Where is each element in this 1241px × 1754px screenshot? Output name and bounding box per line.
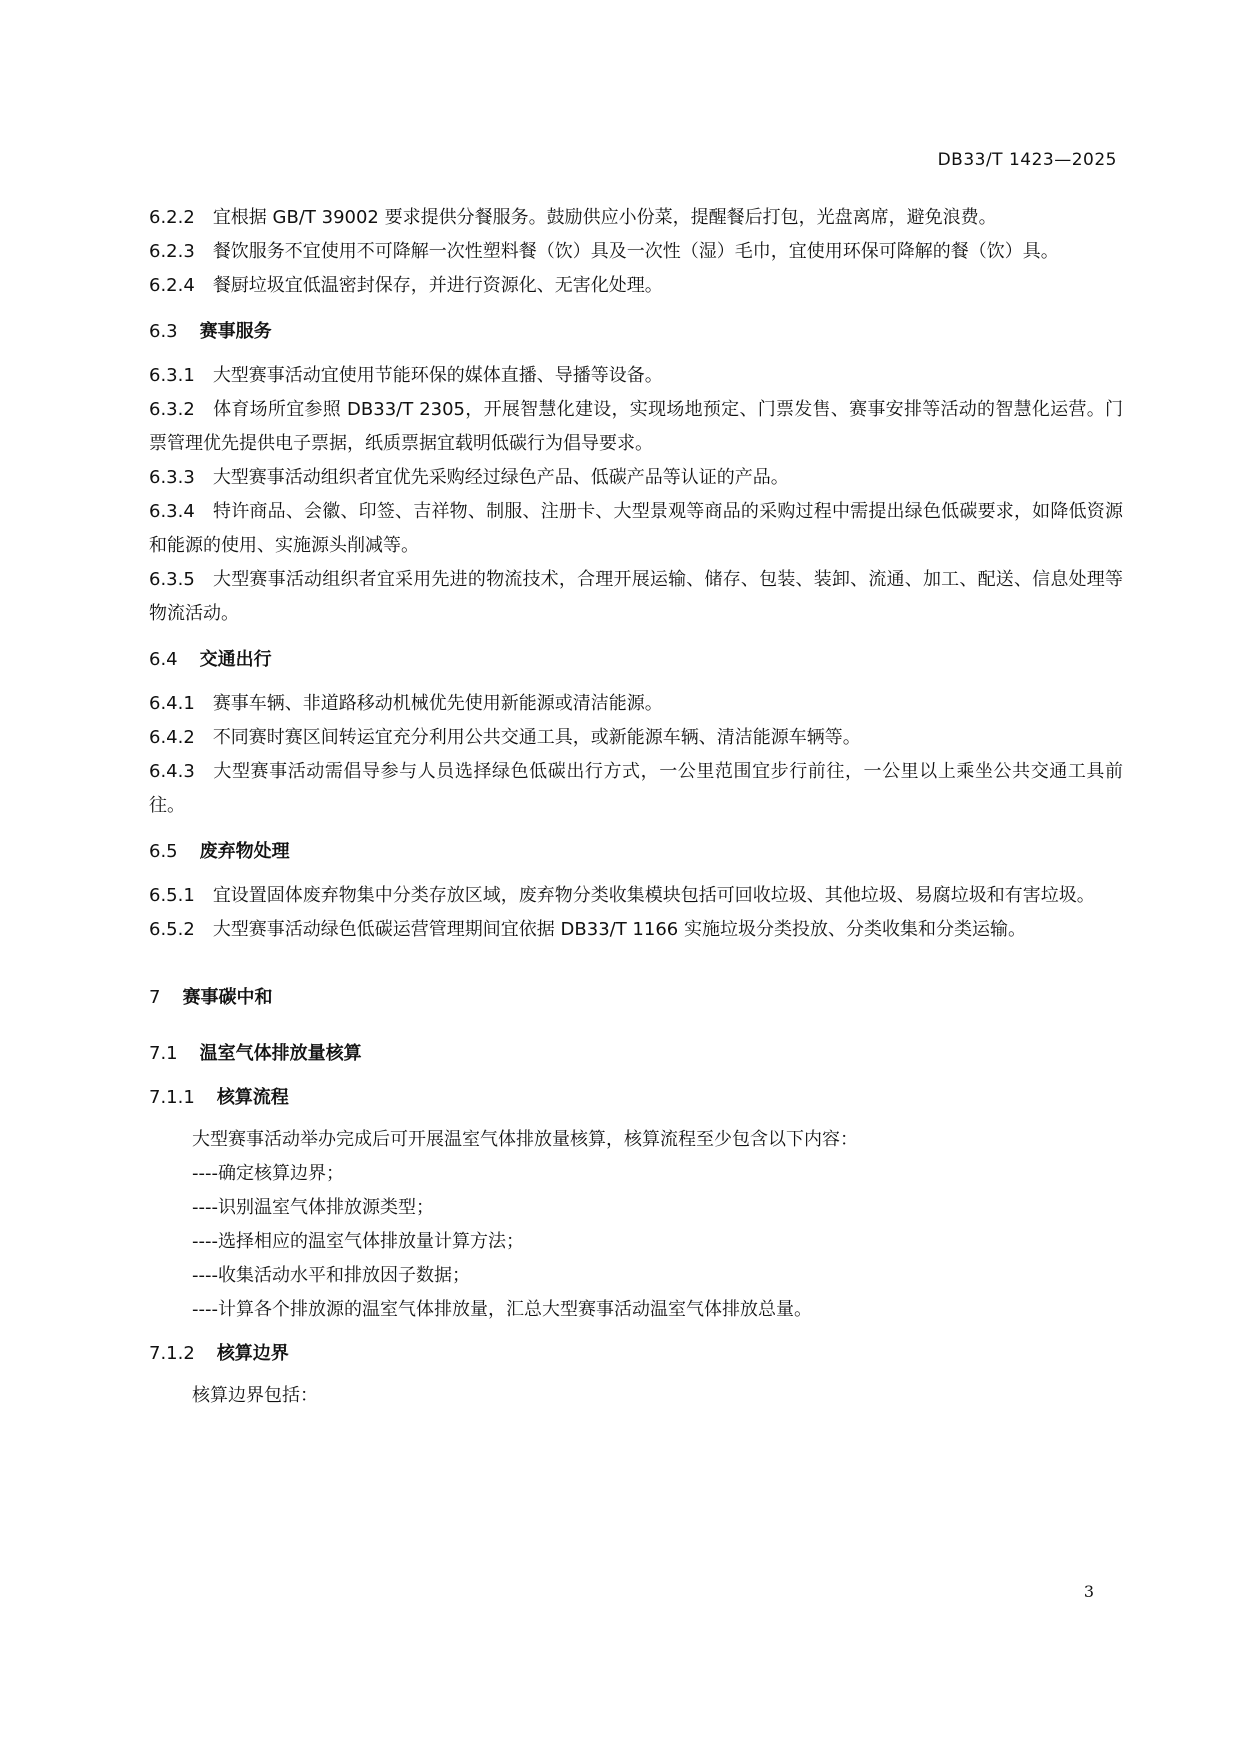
list-item: ----识别温室气体排放源类型；	[192, 1197, 434, 1218]
clause-6-2-2	[149, 201, 1123, 235]
clause-6-3-4	[149, 495, 1123, 563]
clause-number: 6.4.1	[149, 693, 195, 714]
clause-number: 6.2.2	[149, 207, 195, 228]
section-number: 7.1.1	[149, 1087, 195, 1108]
clause-6-4-1	[149, 687, 1123, 721]
document-id: DB33/T 1423—2025	[937, 150, 1117, 170]
page-content	[149, 201, 1123, 1413]
section-7-1-1-heading	[149, 1081, 1123, 1115]
clause-number: 6.3.3	[149, 467, 195, 488]
clause-6-2-3	[149, 235, 1123, 269]
clause-number: 6.2.3	[149, 241, 195, 262]
clause-6-4-2	[149, 721, 1123, 755]
clause-6-4-3	[149, 755, 1123, 823]
list-item: ----收集活动水平和排放因子数据；	[192, 1265, 470, 1286]
clause-number: 6.4.2	[149, 727, 195, 748]
section-7-1-2-heading	[149, 1337, 1123, 1371]
section-title: 核算边界	[216, 1343, 289, 1364]
clause-text: 不同赛时赛区间转运宜充分利用公共交通工具，或新能源车辆、清洁能源车辆等。	[212, 727, 861, 748]
section-6-3-heading	[149, 315, 1123, 349]
clause-6-3-1	[149, 359, 1123, 393]
chapter-title: 赛事碳中和	[182, 987, 273, 1008]
clause-text: 宜设置固体废弃物集中分类存放区域，废弃物分类收集模块包括可回收垃圾、其他垃圾、易腐垃圾和有害垃圾。	[212, 885, 1095, 906]
section-title: 交通出行	[199, 649, 272, 670]
section-title: 赛事服务	[199, 321, 272, 342]
clause-number: 6.3.2	[149, 399, 195, 420]
page-number: 3	[1083, 1582, 1094, 1601]
clause-number: 6.5.1	[149, 885, 195, 906]
section-number: 6.3	[149, 321, 178, 342]
section-title: 核算流程	[216, 1087, 289, 1108]
clause-number: 6.3.5	[149, 569, 195, 590]
clause-text: 宜根据 GB/T 39002 要求提供分餐服务。鼓励供应小份菜，提醒餐后打包，光盘离席，避免浪费。	[212, 207, 997, 228]
clause-number: 6.4.3	[149, 761, 195, 782]
clause-text: 大型赛事活动需倡导参与人员选择绿色低碳出行方式，一公里范围宜步行前往，一公里以上乘坐公共交通工具前往。	[149, 761, 1123, 816]
clause-number: 6.3.4	[149, 501, 195, 522]
section-number: 7.1.2	[149, 1343, 195, 1364]
clause-6-3-5	[149, 563, 1123, 631]
section-number: 6.5	[149, 841, 178, 862]
clause-text: 大型赛事活动绿色低碳运营管理期间宜依据 DB33/T 1166 实施垃圾分类投放、分类收集和分类运输。	[212, 919, 1026, 940]
clause-text: 餐饮服务不宜使用不可降解一次性塑料餐（饮）具及一次性（湿）毛巾，宜使用环保可降解的餐（饮）具。	[212, 241, 1059, 262]
clause-number: 6.2.4	[149, 275, 195, 296]
clause-text: 大型赛事活动组织者宜采用先进的物流技术，合理开展运输、储存、包装、装卸、流通、加工、配送、信息处理等物流活动。	[149, 569, 1123, 624]
list-item: ----计算各个排放源的温室气体排放量，汇总大型赛事活动温室气体排放总量。	[192, 1299, 812, 1320]
section-title: 废弃物处理	[199, 841, 290, 862]
list-item: ----确定核算边界；	[192, 1163, 344, 1184]
list-item: ----选择相应的温室气体排放量计算方法；	[192, 1231, 524, 1252]
clause-text: 大型赛事活动宜使用节能环保的媒体直播、导播等设备。	[212, 365, 663, 386]
section-number: 7.1	[149, 1043, 178, 1064]
section-6-4-heading	[149, 643, 1123, 677]
clause-text: 赛事车辆、非道路移动机械优先使用新能源或清洁能源。	[212, 693, 663, 714]
clause-text: 特许商品、会徽、印签、吉祥物、制服、注册卡、大型景观等商品的采购过程中需提出绿色低碳要求，如降低资源和能源的使用、实施源头削减等。	[149, 501, 1123, 556]
paragraph: 大型赛事活动举办完成后可开展温室气体排放量核算，核算流程至少包含以下内容：	[192, 1129, 858, 1150]
clause-text: 餐厨垃圾宜低温密封保存，并进行资源化、无害化处理。	[212, 275, 663, 296]
clause-text: 体育场所宜参照 DB33/T 2305，开展智慧化建设，实现场地预定、门票发售、赛事安排等活动的智慧化运营。门票管理优先提供电子票据，纸质票据宜载明低碳行为倡导要求。	[149, 399, 1123, 454]
clause-text: 大型赛事活动组织者宜优先采购经过绿色产品、低碳产品等认证的产品。	[212, 467, 789, 488]
section-6-5-heading	[149, 835, 1123, 869]
clause-6-3-3	[149, 461, 1123, 495]
paragraph: 核算边界包括：	[192, 1385, 318, 1406]
clause-6-5-1	[149, 879, 1123, 913]
section-number: 6.4	[149, 649, 178, 670]
clause-6-3-2	[149, 393, 1123, 461]
clause-number: 6.3.1	[149, 365, 195, 386]
chapter-7-heading	[149, 981, 1123, 1015]
clause-6-5-2	[149, 913, 1123, 947]
section-title: 温室气体排放量核算	[199, 1043, 362, 1064]
chapter-number: 7	[149, 987, 161, 1008]
clause-number: 6.5.2	[149, 919, 195, 940]
section-7-1-heading	[149, 1037, 1123, 1071]
clause-6-2-4	[149, 269, 1123, 303]
